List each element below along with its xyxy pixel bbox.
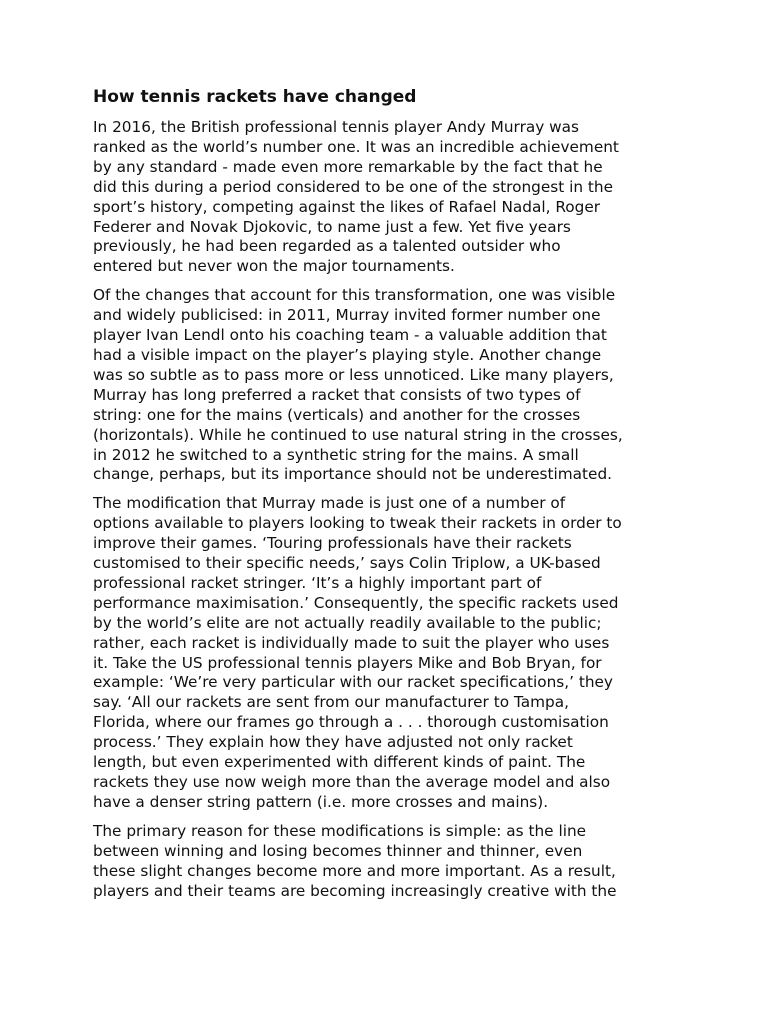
text-line: Federer and Novak Djokovic, to name just a few. Yet five years	[93, 217, 571, 236]
text-line: by the world’s elite are not actually readily available to the public;	[93, 613, 602, 632]
text-line: Florida, where our frames go through a . . . thorough customisation	[93, 713, 609, 732]
text-line: The primary reason for these modifications is simple: as the line	[93, 821, 587, 840]
text-line: change, perhaps, but its importance should not be underestimated.	[93, 465, 613, 484]
text-line: rackets they use now weigh more than the average model and also	[93, 773, 611, 791]
text-line: previously, he had been regarded as a talented outsider who	[93, 237, 561, 256]
text-line: In 2016, the British professional tennis player Andy Murray was	[93, 118, 580, 136]
text-line: entered but never won the major tournaments.	[93, 257, 455, 276]
paragraph-4	[93, 822, 683, 902]
paragraph-3	[93, 494, 683, 813]
text-line: did this during a period considered to be one of the strongest in the	[93, 177, 614, 196]
text-line: players and their teams are becoming increasingly creative with the	[93, 881, 617, 900]
text-line: between winning and losing becomes thinner and thinner, even	[93, 841, 583, 860]
text-line: sport’s history, competing against the likes of Rafael Nadal, Roger	[93, 197, 601, 216]
text-line: and widely publicised: in 2011, Murray invited former number one	[93, 306, 601, 325]
text-line: in 2012 he switched to a synthetic string for the mains. A small	[93, 445, 579, 464]
text-line: Murray has long preferred a racket that consists of two types of	[93, 385, 581, 404]
text-line: options available to players looking to tweak their rackets in order to	[93, 514, 622, 533]
text-line: length, but even experimented with different kinds of paint. The	[93, 753, 586, 772]
text-line: performance maximisation.’ Consequently, the specific rackets used	[93, 593, 619, 612]
text-line: example: ‘We’re very particular with our racket specifications,’ they	[93, 673, 613, 692]
text-line: had a visible impact on the player’s playing style. Another change	[93, 345, 602, 364]
text-line: these slight changes become more and more important. As a result,	[93, 861, 616, 880]
text-line: customised to their specific needs,’ says Colin Triplow, a UK-based	[93, 554, 601, 573]
text-line: (horizontals). While he continued to use natural string in the crosses,	[93, 425, 623, 444]
text-line: Of the changes that account for this transformation, one was visible	[93, 286, 616, 305]
text-line: rather, each racket is individually made to suit the player who uses	[93, 633, 610, 652]
text-line: professional racket stringer. ‘It’s a highly important part of	[93, 573, 542, 592]
text-line: improve their games. ‘Touring professionals have their rackets	[93, 534, 572, 553]
text-line: have a denser string pattern (i.e. more crosses and mains).	[93, 792, 549, 811]
text-line: say. ‘All our rackets are sent from our manufacturer to Tampa,	[93, 693, 569, 712]
document-page	[93, 86, 683, 910]
text-line: it. Take the US professional tennis players Mike and Bob Bryan, for	[93, 653, 602, 672]
text-line: ranked as the world’s number one. It was an incredible achievement	[93, 137, 619, 156]
text-line: The modification that Murray made is just one of a number of	[93, 494, 566, 513]
paragraph-2	[93, 286, 683, 485]
text-line: by any standard - made even more remarkable by the fact that he	[93, 157, 603, 176]
document-title: How tennis rackets have changed	[93, 87, 417, 107]
text-line: string: one for the mains (verticals) and another for the crosses	[93, 405, 581, 424]
paragraph-1	[93, 118, 683, 277]
text-line: was so subtle as to pass more or less unnoticed. Like many players,	[93, 365, 614, 384]
text-line: player Ivan Lendl onto his coaching team - a valuable addition that	[93, 326, 607, 345]
text-line: process.’ They explain how they have adjusted not only racket	[93, 733, 573, 752]
